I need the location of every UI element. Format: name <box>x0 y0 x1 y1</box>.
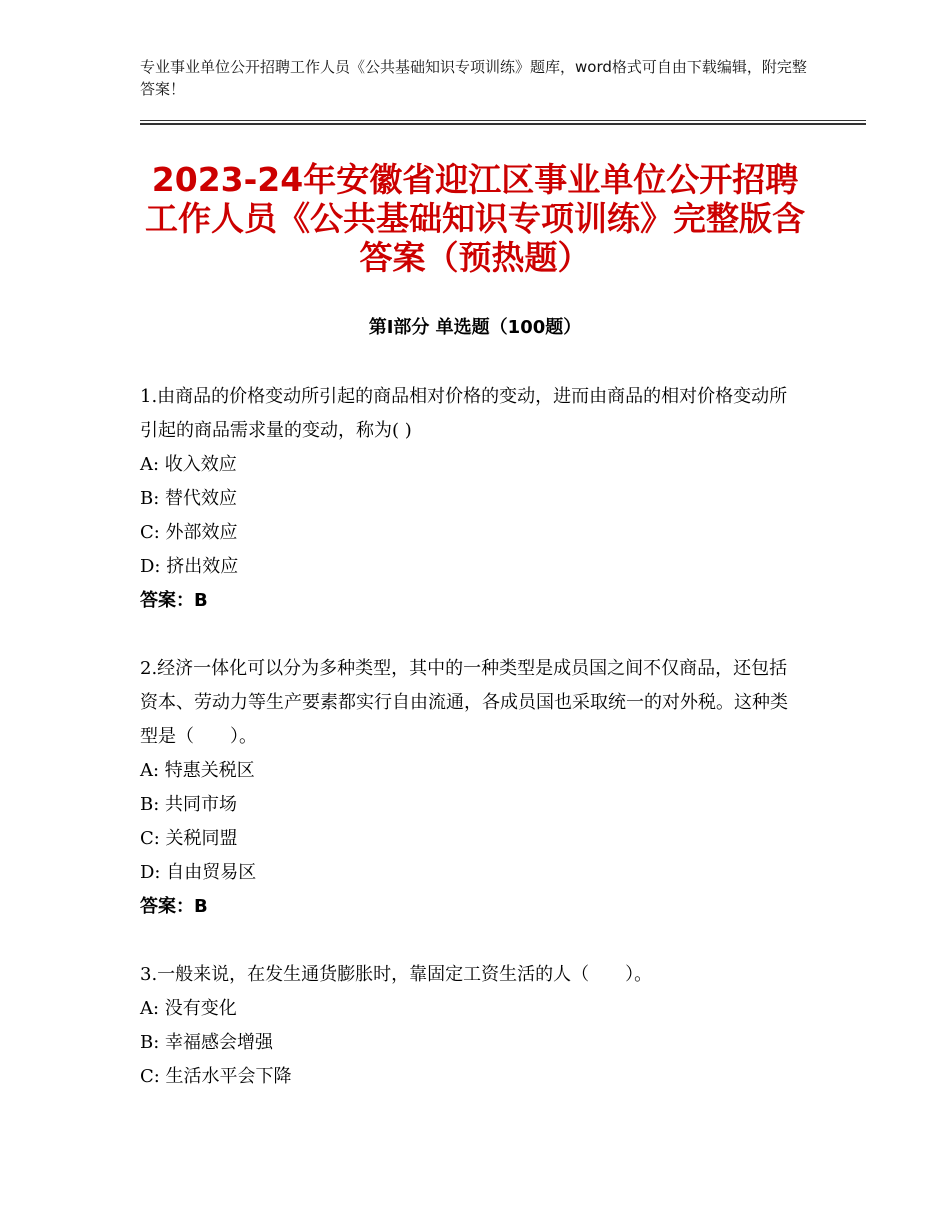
option-b: B: 替代效应 <box>140 488 238 509</box>
header-note: 专业事业单位公开招聘工作人员《公共基础知识专项训练》题库，word格式可自由下载编辑，附完整答案！ <box>140 58 807 98</box>
option-a: A: 特惠关税区 <box>140 760 255 781</box>
header-rule-thin <box>140 120 866 121</box>
option-c: C: 关税同盟 <box>140 828 238 849</box>
question-2 <box>140 652 800 924</box>
question-stem: 1.由商品的价格变动所引起的商品相对价格的变动，进而由商品的相对价格变动所引起的商品需求量的变动，称为( ) <box>140 386 788 441</box>
answer: 答案：B <box>140 896 208 917</box>
question-stem: 2.经济一体化可以分为多种类型，其中的一种类型是成员国之间不仅商品，还包括资本、劳动力等生产要素都实行自由流通，各成员国也采取统一的对外税。这种类型是（ ）。 <box>140 658 788 747</box>
section-title: 第I部分 单选题（100题） <box>368 317 582 338</box>
option-b: B: 共同市场 <box>140 794 238 815</box>
question-list <box>140 380 800 1128</box>
option-d: D: 自由贸易区 <box>140 862 257 883</box>
option-b: B: 幸福感会增强 <box>140 1032 274 1053</box>
option-d: D: 挤出效应 <box>140 556 239 577</box>
document-title: 2023-24年安徽省迎江区事业单位公开招聘工作人员《公共基础知识专项训练》完整版含答案（预热题） <box>145 160 805 277</box>
option-a: A: 没有变化 <box>140 998 237 1019</box>
question-stem: 3.一般来说，在发生通货膨胀时，靠固定工资生活的人（ ）。 <box>140 964 653 985</box>
answer: 答案：B <box>140 590 208 611</box>
question-3 <box>140 958 800 1094</box>
question-1 <box>140 380 800 618</box>
header-rule-thick <box>140 123 866 125</box>
option-c: C: 生活水平会下降 <box>140 1066 292 1087</box>
option-a: A: 收入效应 <box>140 454 237 475</box>
option-c: C: 外部效应 <box>140 522 238 543</box>
